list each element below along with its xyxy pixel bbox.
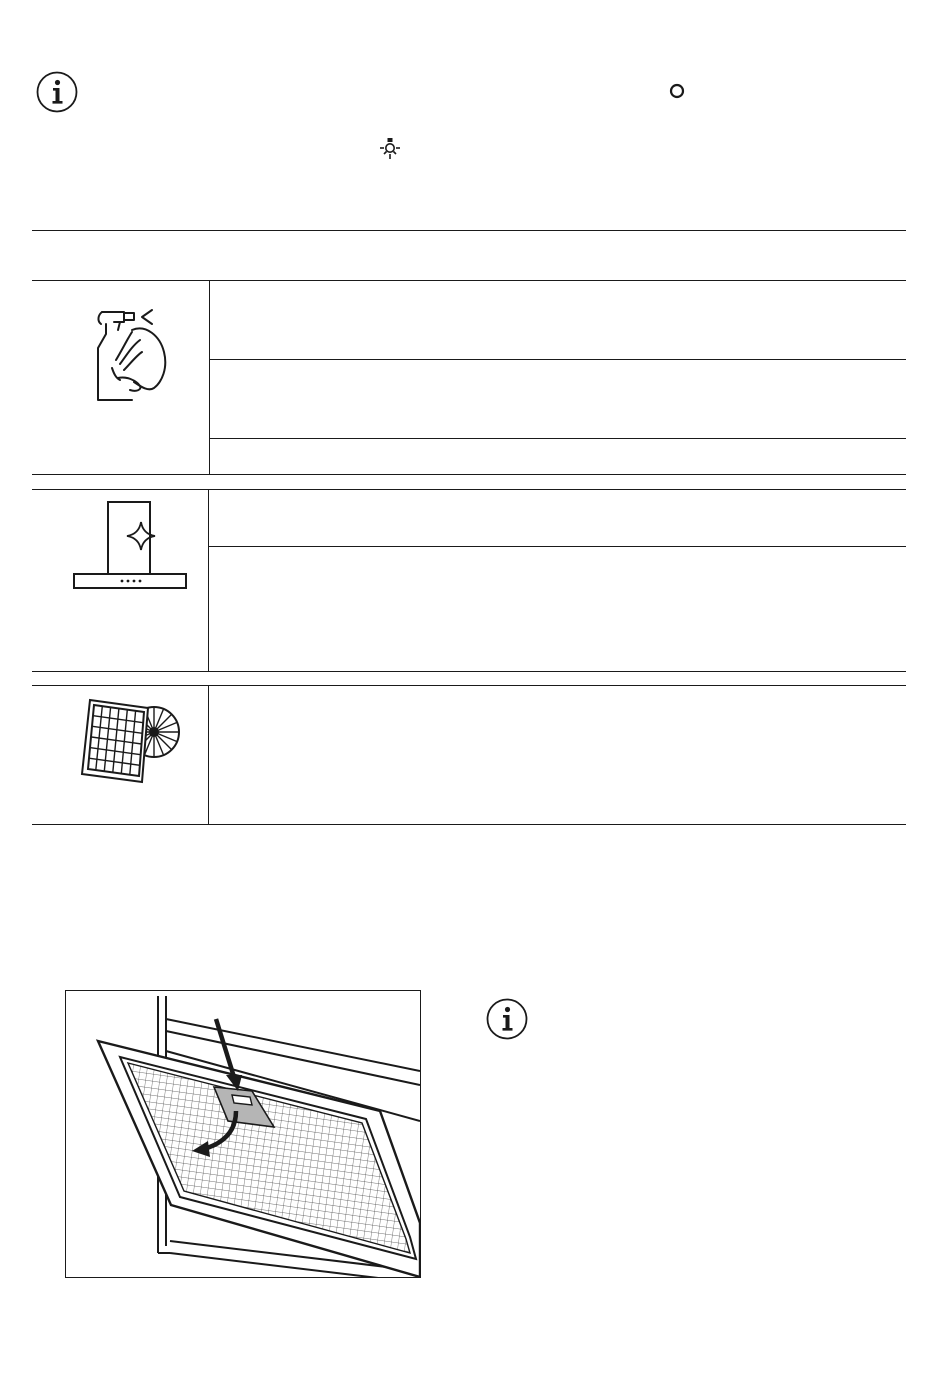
table-column-divider: [208, 685, 209, 824]
info-icon: [485, 997, 529, 1041]
table-rule: [32, 685, 906, 686]
spray-cloth-icon: [92, 302, 168, 404]
hood-icon: [72, 500, 190, 592]
filter-removal-illustration: [65, 990, 421, 1278]
table-rule: [32, 280, 906, 281]
table-column-divider: [209, 280, 210, 475]
section-divider: [32, 230, 906, 231]
table-rule: [32, 671, 906, 672]
off-symbol-icon: [668, 82, 686, 100]
table-row-divider: [210, 359, 906, 360]
table-rule: [32, 489, 906, 490]
info-icon: [35, 70, 79, 114]
table-rule: [32, 824, 906, 825]
table-row-divider: [210, 438, 906, 439]
table-column-divider: [208, 489, 209, 671]
filter-icon: [76, 692, 184, 788]
table-rule: [32, 474, 906, 475]
table-row-divider: [209, 546, 906, 547]
lamp-icon: [376, 135, 404, 163]
